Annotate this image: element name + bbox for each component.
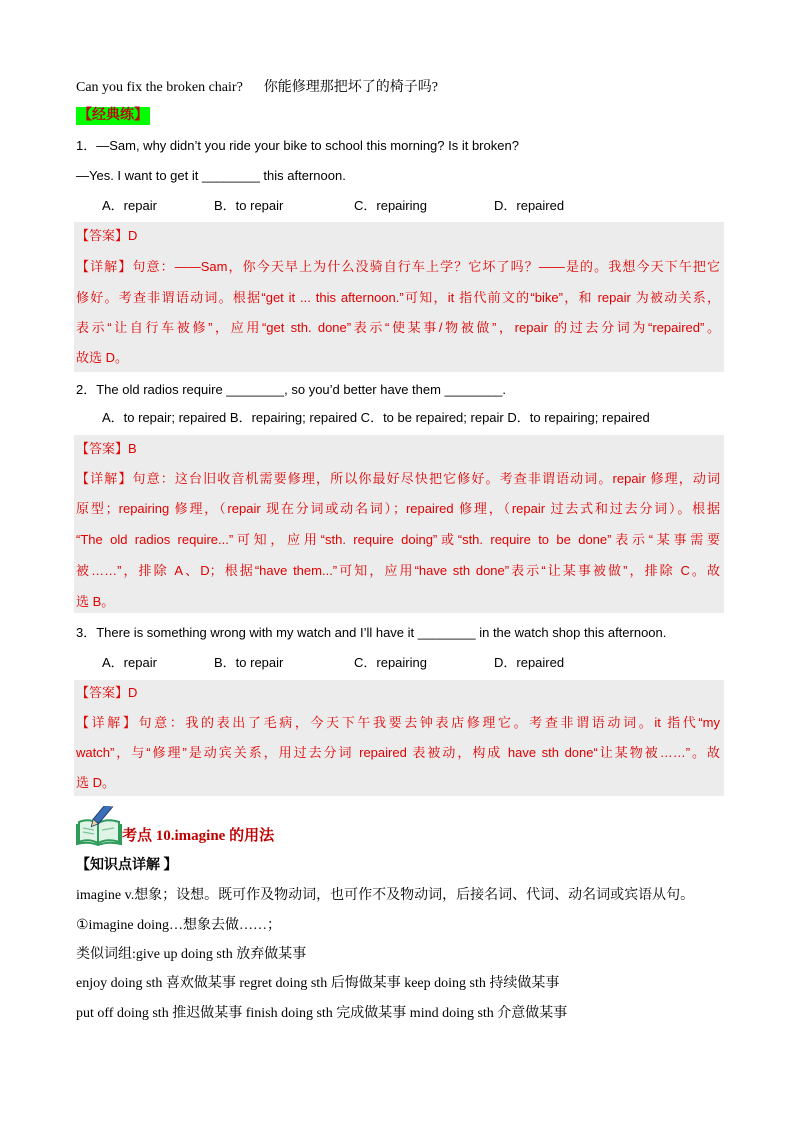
explain-line: 选 B。 — [76, 594, 115, 609]
answer-box-1 — [74, 222, 724, 372]
question-3-stem: 3．There is something wrong with my watch and I’ll have it ________ in the watch shop this afternoon. — [76, 625, 667, 640]
explain-line: 被……”，排除 A、D；根据“have them...”可知，应用“have sth done”表示“让某事被做”，排除 C。故 — [76, 563, 720, 578]
answer-label: 【答案】D — [76, 228, 138, 243]
answer-label: 【答案】D — [76, 685, 138, 700]
explain-line: 修好。考查非谓语动词。根据“get it ... this afternoon.”可知，it 指代前文的“bike”，和 repair 为被动关系， — [76, 290, 720, 305]
answer-box-3 — [74, 680, 724, 796]
kaodian-title: 考点 10.imagine 的用法 — [122, 828, 275, 844]
intro-line — [76, 78, 438, 98]
option-c: C．repairing — [354, 655, 427, 670]
explain-line: 原型；repairing 修理，（repair 现在分词或动名词）；repaired 修理，（repair 过去式和过去分词）。根据 — [76, 501, 720, 516]
explain-line: 表示“让自行车被修”，应用“get sth. done”表示“使某事/物被做”，repair 的过去分词为“repaired”。 — [76, 320, 720, 335]
option-a: A．repair — [102, 655, 157, 670]
question-1-stem: 1．—Sam, why didn’t you ride your bike to school this morning? Is it broken? — [76, 138, 519, 153]
knowledge-text: imagine v.想象；设想。既可作及物动词，也可作不及物动词，后接名词、代词、动名词或宾语从句。 — [76, 888, 695, 903]
intro-chinese: 你能修理那把坏了的椅子吗? — [263, 80, 438, 95]
knowledge-line — [76, 886, 694, 906]
option-c: C．repairing — [354, 198, 427, 213]
explain-line: 选 D。 — [76, 775, 116, 790]
option-d: D．repaired — [494, 198, 565, 213]
section-tag: 【经典练】 — [78, 108, 148, 123]
answer-label: 【答案】B — [76, 441, 137, 456]
knowledge-line: put off doing sth 推迟做某事 finish doing sth 完成做某事 mind doing sth 介意做某事 — [76, 1006, 568, 1021]
question-2-stem: 2．The old radios require ________, so you’d better have them ________. — [76, 382, 507, 397]
explain-line: 【详解】句意：这台旧收音机需要修理，所以你最好尽快把它修好。考查非谓语动词。repair 修理，动词 — [76, 471, 720, 486]
option-a: A．repair — [102, 198, 157, 213]
knowledge-line: ①imagine doing…想象去做……； — [76, 918, 282, 933]
question-1-stem-2: —Yes. I want to get it ________ this afternoon. — [76, 168, 346, 183]
knowledge-heading: 【知识点详解 】 — [76, 858, 178, 873]
option-d: D．repaired — [494, 655, 565, 670]
question-2-options: A．to repair; repaired B．repairing; repaired C．to be repaired; repair D．to repairing; repaired — [102, 410, 650, 425]
option-b: B．to repair — [214, 655, 284, 670]
knowledge-line: 类似词组:give up doing sth 放弃做某事 — [76, 947, 307, 962]
section-tag-line — [76, 106, 150, 126]
option-b: B．to repair — [214, 198, 284, 213]
explain-line: 故选 D。 — [76, 350, 129, 365]
intro-english: Can you fix the broken chair? — [76, 80, 243, 95]
explain-line: watch”，与“修理”是动宾关系，用过去分词 repaired 表被动，构成 have sth done“让某物被……”。故 — [76, 745, 720, 760]
book-pencil-icon — [76, 806, 122, 846]
answer-box-2 — [74, 435, 724, 613]
explain-line: 【详解】句意：我的表出了毛病，今天下午我要去钟表店修理它。考查非谓语动词。it 指代“my — [76, 715, 720, 730]
explain-line: “The old radios require...”可知，应用“sth. require doing”或“sth. require to be done”表示“某事需要 — [76, 532, 720, 547]
knowledge-line: enjoy doing sth 喜欢做某事 regret doing sth 后悔做某事 keep doing sth 持续做某事 — [76, 976, 560, 991]
explain-line: 【详解】句意：——Sam，你今天早上为什么没骑自行车上学？它坏了吗？——是的。我想今天下午把它 — [76, 259, 720, 274]
